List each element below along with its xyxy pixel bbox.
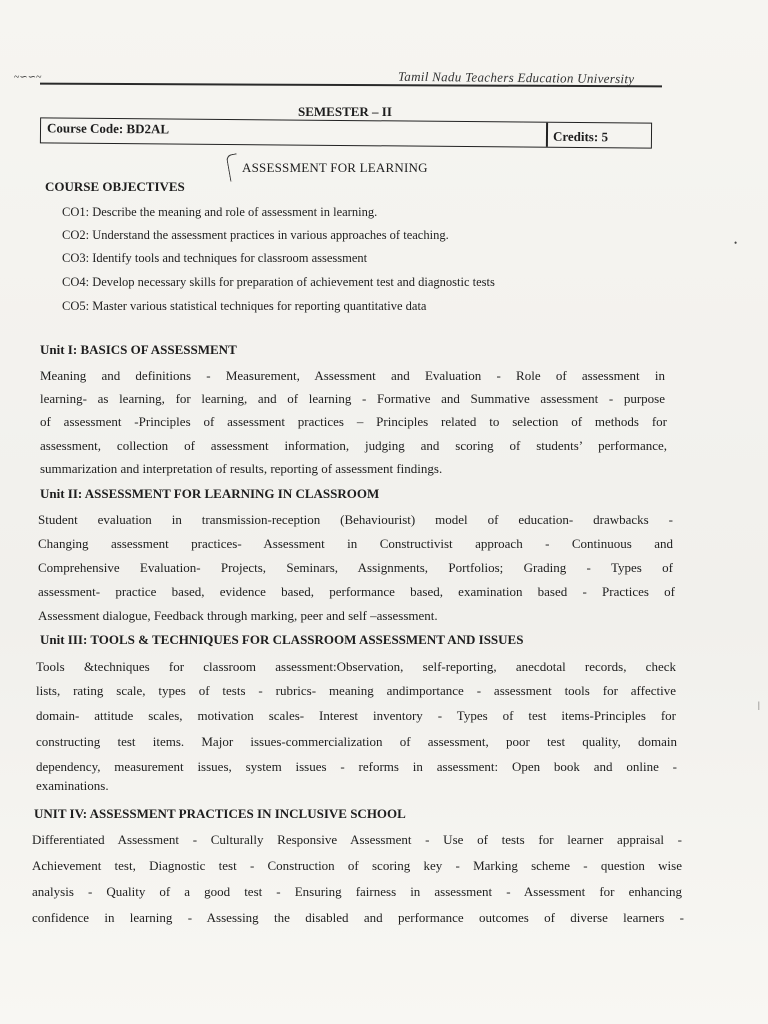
edge-mark: | xyxy=(758,700,760,710)
unit-text-line: summarization and interpretation of results, reporting of assessment findings. xyxy=(40,461,443,476)
unit-text-line: assessment, collection of assessment information, judging and scoring of students’ performance, xyxy=(40,438,667,453)
unit-heading: Unit I: BASICS OF ASSESSMENT xyxy=(40,342,237,357)
unit-text-line: of assessment -Principles of assessment practices – Principles related to selection of methods for xyxy=(40,414,667,429)
objective-item: CO3: Identify tools and techniques for classroom assessment xyxy=(62,251,368,265)
pen-bracket-mark xyxy=(226,153,242,181)
objective-item: CO4: Develop necessary skills for preparation of achievement test and diagnostic tests xyxy=(62,275,495,289)
unit-text-line: lists, rating scale, types of tests - rubrics- meaning andimportance - assessment tools for affective xyxy=(36,683,676,698)
course-credits: Credits: 5 xyxy=(552,128,609,145)
objective-item: CO2: Understand the assessment practices in various approaches of teaching. xyxy=(62,228,449,242)
course-title: ASSESSMENT FOR LEARNING xyxy=(242,160,428,175)
unit-text-line: learning- as learning, for learning, and of learning - Formative and Summative assessment - purpose xyxy=(40,391,665,406)
objectives-heading: COURSE OBJECTIVES xyxy=(45,179,185,194)
unit-text-line: Assessment dialogue, Feedback through marking, peer and self –assessment. xyxy=(38,608,438,623)
unit-heading: UNIT IV: ASSESSMENT PRACTICES IN INCLUSIVE SCHOOL xyxy=(34,806,406,821)
unit-text-line: Changing assessment practices- Assessment in Constructivist approach - Continuous and xyxy=(38,536,673,551)
unit-text-line: assessment- practice based, evidence based, performance based, examination based - Practices of xyxy=(38,584,675,599)
university-name: Tamil Nadu Teachers Education University xyxy=(397,68,635,87)
course-code-box xyxy=(40,117,652,148)
unit-text-line: Differentiated Assessment - Culturally Responsive Assessment - Use of tests for learner appraisal - xyxy=(32,832,682,847)
unit-text-line: Tools &techniques for classroom assessment:Observation, self-reporting, anecdotal records, check xyxy=(36,659,676,674)
unit-text-line: Meaning and definitions - Measurement, Assessment and Evaluation - Role of assessment in xyxy=(40,368,665,383)
objective-item: CO5: Master various statistical techniques for reporting quantitative data xyxy=(62,299,427,313)
box-divider xyxy=(546,123,548,147)
edge-dot: • xyxy=(734,238,738,248)
unit-text-line: domain- attitude scales, motivation scales- Interest inventory - Types of test items-Principles for xyxy=(36,708,676,723)
scribble-mark: ~∽∽~ xyxy=(14,72,42,83)
unit-text-line: constructing test items. Major issues-commercialization of assessment, poor test quality, domain xyxy=(36,734,677,749)
unit-text-line: analysis - Quality of a good test - Ensuring fairness in assessment - Assessment for enhancing xyxy=(32,884,682,899)
objective-item: CO1: Describe the meaning and role of assessment in learning. xyxy=(62,205,378,219)
course-code: Course Code: BD2AL xyxy=(46,120,170,137)
unit-heading: Unit II: ASSESSMENT FOR LEARNING IN CLASSROOM xyxy=(40,486,380,501)
unit-text-line: confidence in learning - Assessing the disabled and performance outcomes of diverse learners - xyxy=(32,910,684,925)
semester-heading: SEMESTER – II xyxy=(298,104,392,119)
unit-text-line: dependency, measurement issues, system issues - reforms in assessment: Open book and online - xyxy=(36,759,677,774)
unit-text-line: examinations. xyxy=(36,778,109,793)
unit-heading: Unit III: TOOLS & TECHNIQUES FOR CLASSROOM ASSESSMENT AND ISSUES xyxy=(40,632,524,647)
unit-text-line: Achievement test, Diagnostic test - Construction of scoring key - Marking scheme - question wise xyxy=(32,858,682,873)
unit-text-line: Student evaluation in transmission-reception (Behaviourist) model of education- drawbacks - xyxy=(38,512,673,527)
unit-text-line: Comprehensive Evaluation- Projects, Seminars, Assignments, Portfolios; Grading - Types of xyxy=(38,560,673,575)
